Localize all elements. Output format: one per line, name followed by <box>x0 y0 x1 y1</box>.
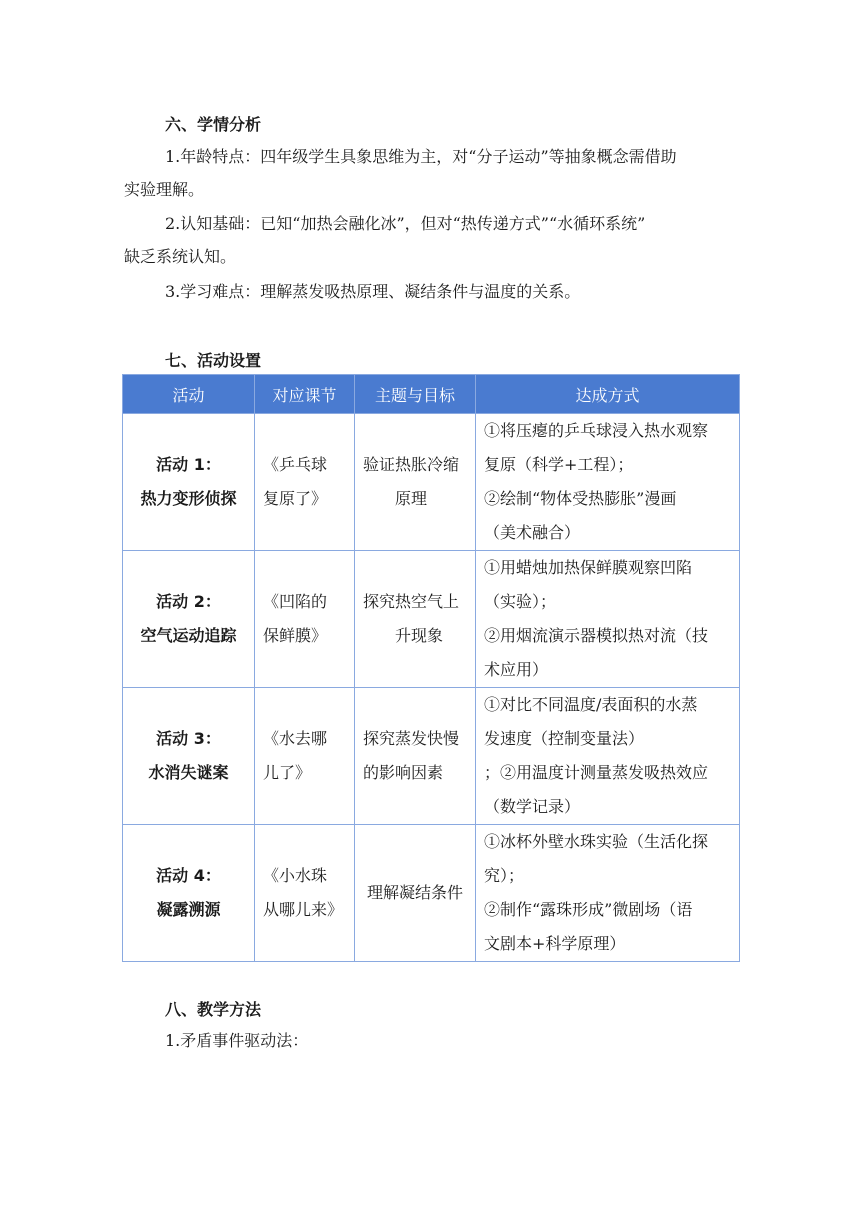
lesson-line: 儿了》 <box>263 763 312 782</box>
activity-name: 水消失谜案 <box>148 763 229 782</box>
method-line: 术应用） <box>484 660 549 679</box>
table-header-row <box>123 375 740 414</box>
section6-item-3-line1: 3.学习难点：理解蒸发吸热原理、凝结条件与温度的关系。 <box>165 282 581 301</box>
topic-cell <box>355 551 476 688</box>
method-cell <box>476 414 740 551</box>
table-row <box>123 551 740 688</box>
activity-number: 活动 4： <box>156 866 221 885</box>
lesson-cell <box>255 414 355 551</box>
section8-title: 八、教学方法 <box>165 1000 262 1019</box>
activity-name: 空气运动追踪 <box>140 626 237 645</box>
method-cell <box>476 825 740 962</box>
method-line: （美术融合） <box>484 523 581 542</box>
topic-line: 验证热胀冷缩 <box>363 455 460 474</box>
activity-name: 热力变形侦探 <box>140 489 237 508</box>
method-line: （数学记录） <box>484 797 581 816</box>
lesson-line: 复原了》 <box>263 489 328 508</box>
method-line: ①对比不同温度/表面积的水蒸 <box>484 695 698 714</box>
method-line: ②绘制“物体受热膨胀”漫画 <box>484 489 677 508</box>
lesson-cell <box>255 688 355 825</box>
table-row <box>123 414 740 551</box>
topic-cell <box>355 414 476 551</box>
lesson-cell <box>255 825 355 962</box>
activity-cell <box>123 688 255 825</box>
header-method: 达成方式 <box>476 375 740 414</box>
method-line: （实验）； <box>484 592 557 611</box>
topic-line: 探究蒸发快慢 <box>363 729 460 748</box>
table-row <box>123 688 740 825</box>
activity-table <box>122 374 740 962</box>
topic-line: 原理 <box>395 489 428 508</box>
lesson-line: 《水去哪 <box>263 729 328 748</box>
method-line: 复原（科学+工程）； <box>484 455 634 474</box>
activity-name: 凝露溯源 <box>156 900 221 919</box>
lesson-line: 保鲜膜》 <box>263 626 328 645</box>
lesson-cell <box>255 551 355 688</box>
method-line: ①用蜡烛加热保鲜膜观察凹陷 <box>484 558 693 577</box>
section7-title: 七、活动设置 <box>165 351 262 370</box>
activity-number: 活动 2： <box>156 592 221 611</box>
section8-item-1: 1.矛盾事件驱动法： <box>165 1031 309 1050</box>
method-line: ；②用温度计测量蒸发吸热效应 <box>484 763 709 782</box>
table-row <box>123 825 740 962</box>
header-topic: 主题与目标 <box>355 375 476 414</box>
section6-title: 六、学情分析 <box>165 115 262 134</box>
method-line: ②用烟流演示器模拟热对流（技 <box>484 626 709 645</box>
method-line: 究）； <box>484 866 525 885</box>
section6-item-2-line1: 2.认知基础：已知“加热会融化冰”，但对“热传递方式”“水循环系统” <box>165 214 646 233</box>
activity-cell <box>123 551 255 688</box>
lesson-line: 《凹陷的 <box>263 592 328 611</box>
activity-number: 活动 3： <box>156 729 221 748</box>
method-line: ①将压瘪的乒乓球浸入热水观察 <box>484 421 709 440</box>
section6-item-2-line2: 缺乏系统认知。 <box>124 247 237 266</box>
header-activity: 活动 <box>123 375 255 414</box>
method-line: ②制作“露珠形成”微剧场（语 <box>484 900 693 919</box>
topic-cell <box>355 688 476 825</box>
lesson-line: 《乒乓球 <box>263 455 328 474</box>
activity-number: 活动 1： <box>156 455 221 474</box>
method-line: 发速度（控制变量法） <box>484 729 645 748</box>
section6-item-1-line2: 实验理解。 <box>124 180 205 199</box>
activity-cell <box>123 825 255 962</box>
topic-line: 升现象 <box>395 626 444 645</box>
topic-line: 理解凝结条件 <box>366 883 463 902</box>
topic-line: 探究热空气上 <box>363 592 460 611</box>
section6-item-1-line1: 1.年龄特点：四年级学生具象思维为主，对“分子运动”等抽象概念需借助 <box>165 147 677 166</box>
lesson-line: 从哪儿来》 <box>263 900 344 919</box>
topic-cell <box>355 825 476 962</box>
topic-line: 的影响因素 <box>363 763 444 782</box>
method-cell <box>476 551 740 688</box>
activity-cell <box>123 414 255 551</box>
method-line: ①冰杯外壁水珠实验（生活化探 <box>484 832 709 851</box>
method-cell <box>476 688 740 825</box>
header-lesson: 对应课节 <box>255 375 355 414</box>
lesson-line: 《小水珠 <box>263 866 328 885</box>
method-line: 文剧本+科学原理） <box>484 934 626 953</box>
